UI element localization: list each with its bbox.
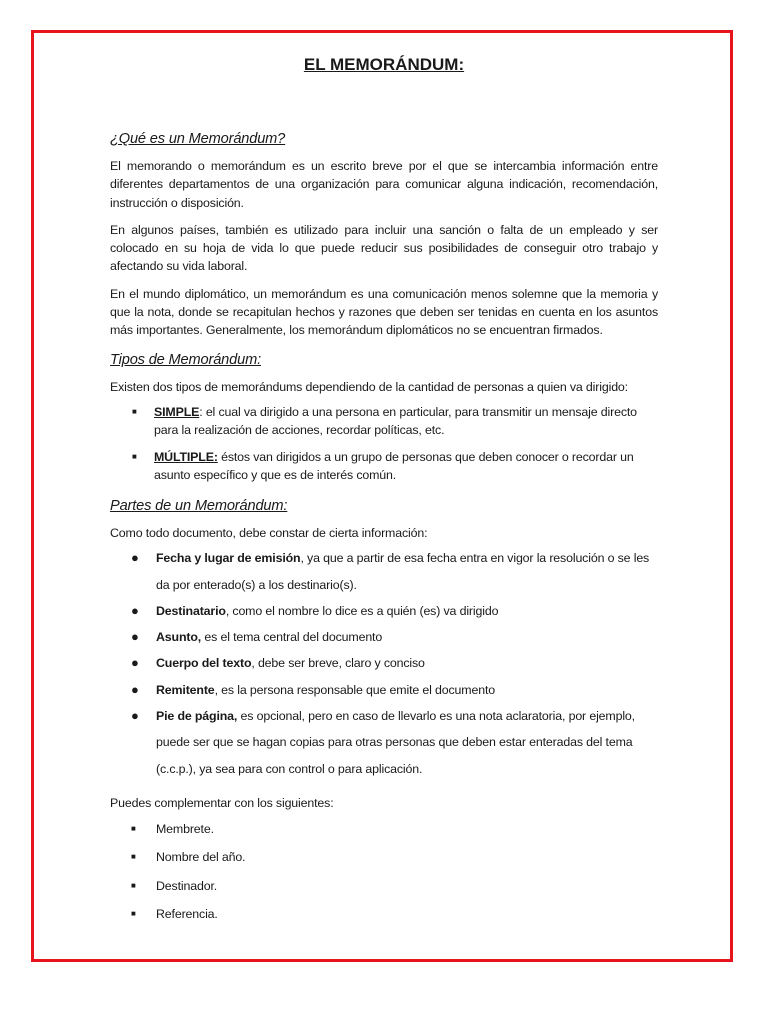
heading-partes: Partes de un Memorándum: (110, 497, 288, 514)
dot-bullet-icon: ● (131, 708, 139, 724)
list-item (110, 843, 658, 871)
list-item-text: Membrete. (156, 822, 214, 837)
list-item-term: Pie de página, (156, 709, 238, 724)
complement-list (110, 815, 658, 928)
dot-bullet-icon: ● (131, 681, 139, 697)
tipos-intro: Existen dos tipos de memorándums dependiendo de la cantidad de personas a quien va dirigido: (110, 379, 628, 394)
list-item-text: , ya que a partir de esa fecha entra en vigor la resolución o se les da por enterado(s) a los destinario(s). (156, 551, 650, 592)
paragraph-definition: El memorando o memorándum es un escrito breve por el que se intercambia información entre diferentes departamentos de una organización para comunicar alguna indicación, recomendación, instrucción o disposición. (110, 159, 658, 210)
list-item-term: Asunto, (156, 630, 202, 645)
complement-intro: Puedes complementar con los siguientes: (110, 795, 334, 810)
square-bullet-icon: ■ (131, 880, 136, 890)
list-item-term: Remitente (156, 682, 215, 697)
heading-que-es: ¿Qué es un Memorándum? (110, 131, 286, 147)
square-bullet-icon: ■ (131, 824, 136, 834)
square-bullet-icon: ■ (132, 406, 137, 416)
list-item (110, 545, 658, 598)
list-item-term: MÚLTIPLE: (154, 449, 218, 464)
paragraph-diplomatic: En el mundo diplomático, un memorándum es una comunicación menos solemne que la memoria y que la nota, donde se recapitulan hechos y razones que deben ser tenidas en cuenta en los asuntos más importantes. Generalmente, los memorándum diplomáticos no se encuentran firmados. (110, 286, 658, 338)
list-item (110, 677, 658, 703)
tipos-list (110, 403, 658, 484)
list-item (110, 872, 658, 900)
square-bullet-icon: ■ (131, 908, 136, 918)
dot-bullet-icon: ● (131, 602, 139, 618)
list-item-text: : el cual va dirigido a una persona en particular, para transmitir un mensaje directo para la realización de acciones, recordar políticas, etc. (154, 404, 637, 437)
list-item (110, 703, 658, 782)
list-item-text: es opcional, pero en caso de llevarlo es una nota aclaratoria, por ejemplo, puede ser que se hagan copias para otras personas que deben estar enteradas del tema (c.c.p.), ya sea para con control o para aplicación. (156, 709, 635, 776)
list-item (110, 624, 658, 650)
heading-tipos: Tipos de Memorándum: (110, 351, 261, 368)
list-item-term: Destinatario (156, 603, 226, 618)
list-item-term: SIMPLE (154, 404, 200, 419)
partes-intro: Como todo documento, debe constar de cierta información: (110, 525, 428, 540)
square-bullet-icon: ■ (131, 852, 136, 862)
document-title: EL MEMORÁNDUM: (303, 55, 465, 74)
list-item (110, 900, 658, 928)
dot-bullet-icon: ● (131, 655, 139, 671)
list-item (110, 650, 658, 676)
list-item-term: Fecha y lugar de emisión (156, 551, 301, 566)
list-item (110, 598, 658, 624)
document-content (110, 54, 658, 928)
list-item-text: éstos van dirigidos a un grupo de personas que deben conocer o recordar un asunto específico y que es de interés común. (154, 449, 634, 482)
dot-bullet-icon: ● (131, 629, 139, 645)
list-item-text: es el tema central del documento (201, 630, 383, 645)
list-item-text: Nombre del año. (156, 850, 246, 865)
list-item-text: Referencia. (156, 906, 218, 921)
list-item-text: , es la persona responsable que emite el documento (214, 682, 495, 697)
list-item (110, 403, 658, 439)
list-item-text: , como el nombre lo dice es a quién (es) va dirigido (225, 603, 499, 618)
list-item (110, 448, 658, 484)
list-item (110, 815, 658, 843)
list-item-text: , debe ser breve, claro y conciso (251, 656, 425, 671)
list-item-text: Destinador. (156, 878, 218, 893)
partes-list (110, 545, 658, 782)
paragraph-sanction: En algunos países, también es utilizado para incluir una sanción o falta de un empleado y ser colocado en su hoja de vida lo que puede reducir sus posibilidades de conseguir otro trabajo y afectando su vida laboral. (110, 222, 658, 274)
square-bullet-icon: ■ (132, 451, 137, 461)
dot-bullet-icon: ● (131, 550, 139, 566)
list-item-term: Cuerpo del texto (156, 656, 252, 671)
